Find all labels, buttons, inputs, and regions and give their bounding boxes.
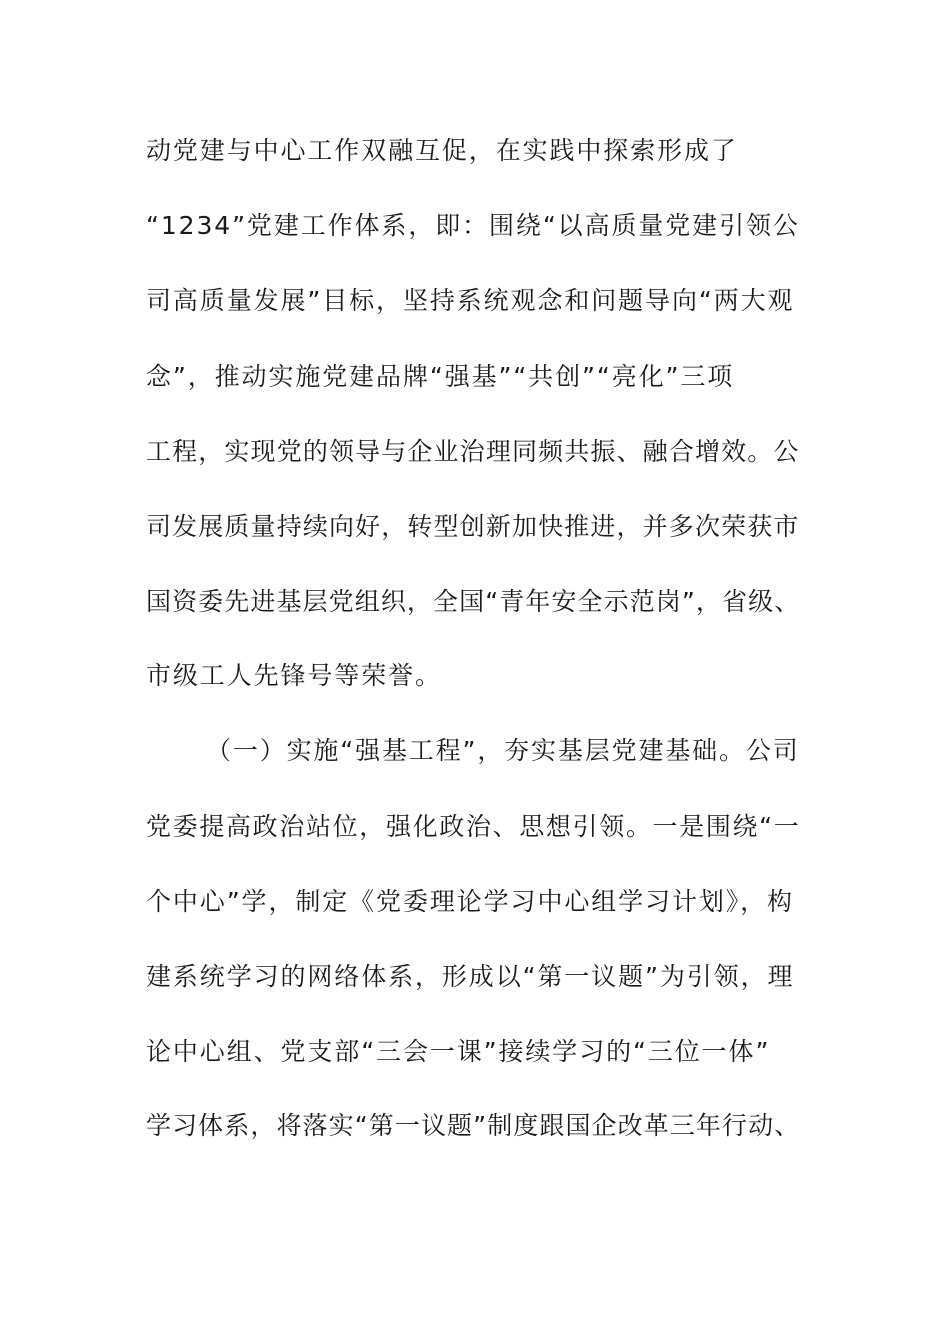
body-line-7: 国资委先进基层党组织，全国“青年安全示范岗”，省级、 (146, 587, 801, 616)
body-line-1: 动党建与中心工作双融互促，在实践中探索形成了 (146, 136, 738, 165)
body-line-3: 司高质量发展”目标，坚持系统观念和问题导向“两大观 (146, 286, 795, 315)
body-line-6: 司发展质量持续向好，转型创新加快推进，并多次荣获市 (146, 512, 800, 541)
body-line-11: 个中心”学，制定《党委理论学习中心组学习计划》，构 (146, 887, 794, 916)
body-line-12: 建系统学习的网络体系，形成以“第一议题”为引领，理 (146, 962, 795, 991)
body-line-14: 学习体系，将落实“第一议题”制度跟国企改革三年行动、 (146, 1111, 801, 1140)
body-line-4: 念”，推动实施党建品牌“强基”“共创”“亮化”三项 (146, 362, 735, 391)
section-heading-line: （一）实施“强基工程”，夯实基层党建基础。公司 (206, 736, 800, 765)
body-line-13: 论中心组、党支部“三会一课”接续学习的“三位一体” (146, 1037, 771, 1066)
body-line-5: 工程，实现党的领导与企业治理同频共振、融合增效。公 (146, 437, 800, 466)
body-line-8: 市级工人先锋号等荣誉。 (146, 661, 442, 690)
body-line-10: 党委提高政治站位，强化政治、思想引领。一是围绕“一 (146, 812, 801, 841)
body-line-2: “1234”党建工作体系，即：围绕“以高质量党建引领公 (146, 211, 800, 240)
